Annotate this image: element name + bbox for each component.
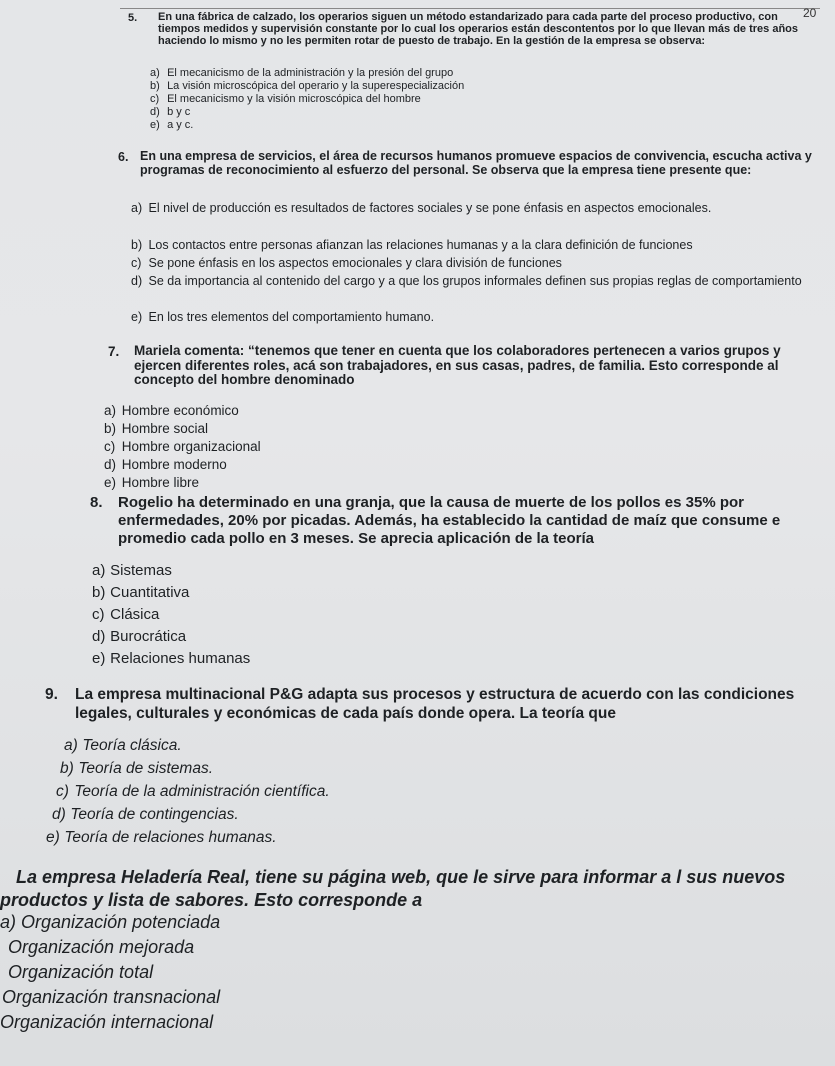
page-number: 20 bbox=[803, 6, 817, 20]
question-number: 7. bbox=[108, 344, 120, 359]
option-c[interactable]: c) Teoría de la administración científica. bbox=[56, 783, 330, 800]
question-stem: En una empresa de servicios, el área de recursos humanos promueve espacios de convivencia, escucha activa y programas de reconocimiento al esfuerzo del personal. Se observa que la empresa tiene presente que: bbox=[140, 149, 812, 177]
option-e[interactable]: e) Teoría de relaciones humanas. bbox=[46, 829, 277, 846]
option-e[interactable]: e) a y c. bbox=[150, 119, 194, 131]
option-a[interactable]: a) Organización potenciada bbox=[0, 912, 221, 932]
option-d[interactable]: d) Hombre moderno bbox=[104, 457, 227, 472]
option-e[interactable]: Organización internacional bbox=[0, 1012, 214, 1032]
option-a[interactable]: a) El nivel de producción es resultados de factores sociales y se pone énfasis en aspectos emocionales. bbox=[131, 201, 712, 215]
question-number: 5. bbox=[128, 12, 138, 24]
option-e[interactable]: e) En los tres elementos del comportamiento humano. bbox=[131, 310, 435, 324]
question-stem: La empresa multinacional P&G adapta sus procesos y estructura de acuerdo con las condiciones legales, culturales y económicas de cada país donde opera. La teoría que bbox=[75, 686, 795, 722]
top-rule bbox=[120, 8, 820, 9]
question-stem: Rogelio ha determinado en una granja, que la causa de muerte de los pollos es 35% por enfermedades, 20% por picadas. Además, ha establecido la cantidad de maíz que consume e promedio cada pollo en 3 meses. Se aprecia aplicación de la teoría bbox=[118, 494, 781, 547]
option-b[interactable]: Organización mejorada bbox=[8, 937, 195, 957]
option-b[interactable]: b) Hombre social bbox=[104, 421, 209, 436]
option-c[interactable]: c) El mecanicismo y la visión microscópica del hombre bbox=[150, 93, 421, 105]
question-number: 6. bbox=[118, 150, 129, 164]
option-d[interactable]: d) Teoría de contingencias. bbox=[52, 806, 239, 823]
option-c[interactable]: c) Hombre organizacional bbox=[104, 439, 261, 454]
option-d[interactable]: d) b y c bbox=[150, 106, 191, 118]
option-c[interactable]: Organización total bbox=[8, 962, 154, 982]
option-b[interactable]: b) Los contactos entre personas afianzan las relaciones humanas y a la clara definición de funciones bbox=[131, 238, 693, 252]
option-d[interactable]: d) Se da importancia al contenido del cargo y a que los grupos informales definen sus propias reglas de comportamiento bbox=[131, 274, 802, 288]
option-c[interactable]: c) Se pone énfasis en los aspectos emocionales y clara división de funciones bbox=[131, 256, 562, 270]
question-number: 9. bbox=[45, 686, 58, 703]
option-e[interactable]: e) Relaciones humanas bbox=[92, 650, 251, 667]
question-stem: La empresa Heladería Real, tiene su página web, que le sirve para informar a l sus nuevos productos y lista de sabores. Esto corresponde a bbox=[0, 867, 786, 910]
option-a[interactable]: a) Teoría clásica. bbox=[64, 737, 182, 754]
option-a[interactable]: a) Sistemas bbox=[92, 562, 172, 579]
option-a[interactable]: a) El mecanicismo de la administración y la presión del grupo bbox=[150, 67, 454, 79]
question-number: 8. bbox=[90, 494, 103, 511]
option-e[interactable]: e) Hombre libre bbox=[104, 475, 200, 490]
option-d[interactable]: Organización transnacional bbox=[2, 987, 221, 1007]
option-d[interactable]: d) Burocrática bbox=[92, 628, 187, 645]
question-stem: En una fábrica de calzado, los operarios siguen un método estandarizado para cada parte del proceso productivo, con tiempos medidos y supervisión constante por lo cual los operarios están descontentos por lo que llevan más de tres años haciendo lo mismo y no les permiten rotar de puesto de trabajo. En la gestión de la empresa se observa: bbox=[158, 11, 798, 47]
option-a[interactable]: a) Hombre económico bbox=[104, 403, 239, 418]
option-b[interactable]: b) La visión microscópica del operario y la superespecialización bbox=[150, 80, 465, 92]
option-c[interactable]: c) Clásica bbox=[92, 606, 160, 623]
question-stem: Mariela comenta: “tenemos que tener en cuenta que los colaboradores pertenecen a varios grupos y ejercen diferentes roles, acá son trabajadores, en sus casas, padres, de familia. Esto corresponde al concepto del hombre denominado bbox=[134, 343, 781, 388]
option-b[interactable]: b) Cuantitativa bbox=[92, 584, 190, 601]
option-b[interactable]: b) Teoría de sistemas. bbox=[60, 760, 213, 777]
